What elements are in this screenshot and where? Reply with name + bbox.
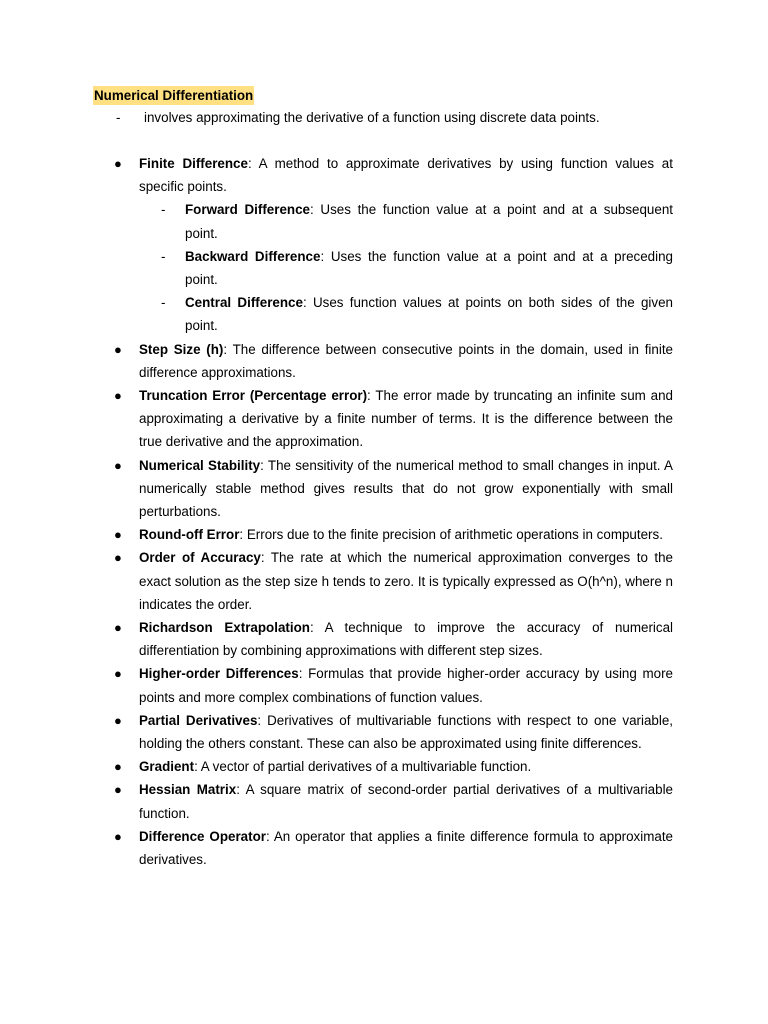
item-term: Step Size (h) [139,341,224,357]
item-text: : A vector of partial derivatives of a multivariable function. [194,759,532,775]
intro-dash: - [116,110,121,125]
bullet-icon: ● [114,527,122,543]
subitem-central-difference [161,291,673,337]
item-text: : Formulas that provide higher-order accuracy by using more points and more complex combinations of function values. [139,666,673,705]
subitem-term: Forward Difference [185,202,310,218]
bullet-icon: ● [114,666,122,682]
list-item-finite-difference [114,152,673,338]
page-title: Numerical Differentiation [94,88,254,103]
bullet-icon: ● [114,388,122,404]
subitem-text: : Uses the function value at a point and at a subsequent point. [185,202,673,241]
item-term: Gradient [139,759,195,775]
item-text: : The rate at which the numerical approximation converges to the exact solution as the step size h tends to zero. It is typically expressed as O(h^n), where n indicates the order. [139,550,673,612]
list-item-truncation-error [114,384,673,454]
item-term: Numerical Stability [139,457,261,473]
item-term: Higher-order Differences [139,666,299,682]
bullet-icon: ● [114,156,122,171]
item-term: Partial Derivatives [139,712,258,728]
item-term: Richardson Extrapolation [139,620,310,636]
bullet-icon: ● [114,620,122,636]
subitem-term: Central Difference [185,295,303,311]
subitem-text: : Uses function values at points on both sides of the given point. [185,295,673,334]
subitem-forward-difference [161,198,673,244]
item-text: : The sensitivity of the numerical method to small changes in input. A numerically stable method gives results that do not grow exponentially with small perturbations. [139,457,673,520]
list-item-step-size [114,338,673,384]
intro-text: involves approximating the derivative of a function using discrete data points. [144,110,600,125]
item-term: Difference Operator [139,828,266,844]
item-text: : The error made by truncating an infinite sum and approximating a derivative by a finite number of terms. It is the difference between the true derivative and the approximation. [139,388,673,450]
list-item-partial-derivatives [114,709,673,755]
item-term: Round-off Error [139,527,240,543]
subitem-term: Backward Difference [185,248,321,264]
item-text: : The difference between consecutive points in the domain, used in finite difference approximations. [139,341,673,380]
item-term: Hessian Matrix [139,782,237,798]
item-text: : Derivatives of multivariable functions with respect to one variable, holding the others constant. These can also be approximated using finite differences. [139,712,673,752]
subitem-text: : Uses the function value at a point and at a preceding point. [185,248,673,288]
bullet-icon: ● [114,341,122,357]
bullet-icon: ● [114,712,122,728]
definition-list [114,152,674,871]
intro-line [116,109,676,127]
item-text: : A square matrix of second-order partial derivatives of a multivariable function. [139,782,673,821]
sub-dash: - [161,295,166,311]
item-term: Order of Accuracy [139,550,261,566]
list-item-order-of-accuracy [114,546,673,616]
item-term: Finite Difference [139,156,248,171]
finite-difference-sublist [139,198,673,337]
list-item-hessian-matrix [114,778,673,824]
item-text: : A method to approximate derivatives by using function values at specific points. [139,156,673,195]
item-text: : An operator that applies a finite difference formula to approximate derivatives. [139,828,673,868]
sub-dash: - [161,202,166,218]
subitem-backward-difference [161,245,673,291]
list-item-higher-order-differences [114,662,673,708]
bullet-icon: ● [114,457,122,473]
sub-dash: - [161,248,166,264]
list-item-gradient [114,755,673,778]
list-item-difference-operator [114,825,673,871]
bullet-icon: ● [114,759,122,775]
bullet-icon: ● [114,782,122,798]
list-item-richardson-extrapolation [114,616,674,662]
item-text: : Errors due to the finite precision of arithmetic operations in computers. [239,527,663,543]
bullet-icon: ● [114,828,122,844]
list-item-numerical-stability [114,454,673,524]
item-term: Truncation Error (Percentage error) [139,388,368,404]
list-item-round-off-error [114,523,673,546]
bullet-icon: ● [114,550,122,566]
item-text: : A technique to improve the accuracy of numerical differentiation by combining approximations with different step sizes. [139,620,674,659]
